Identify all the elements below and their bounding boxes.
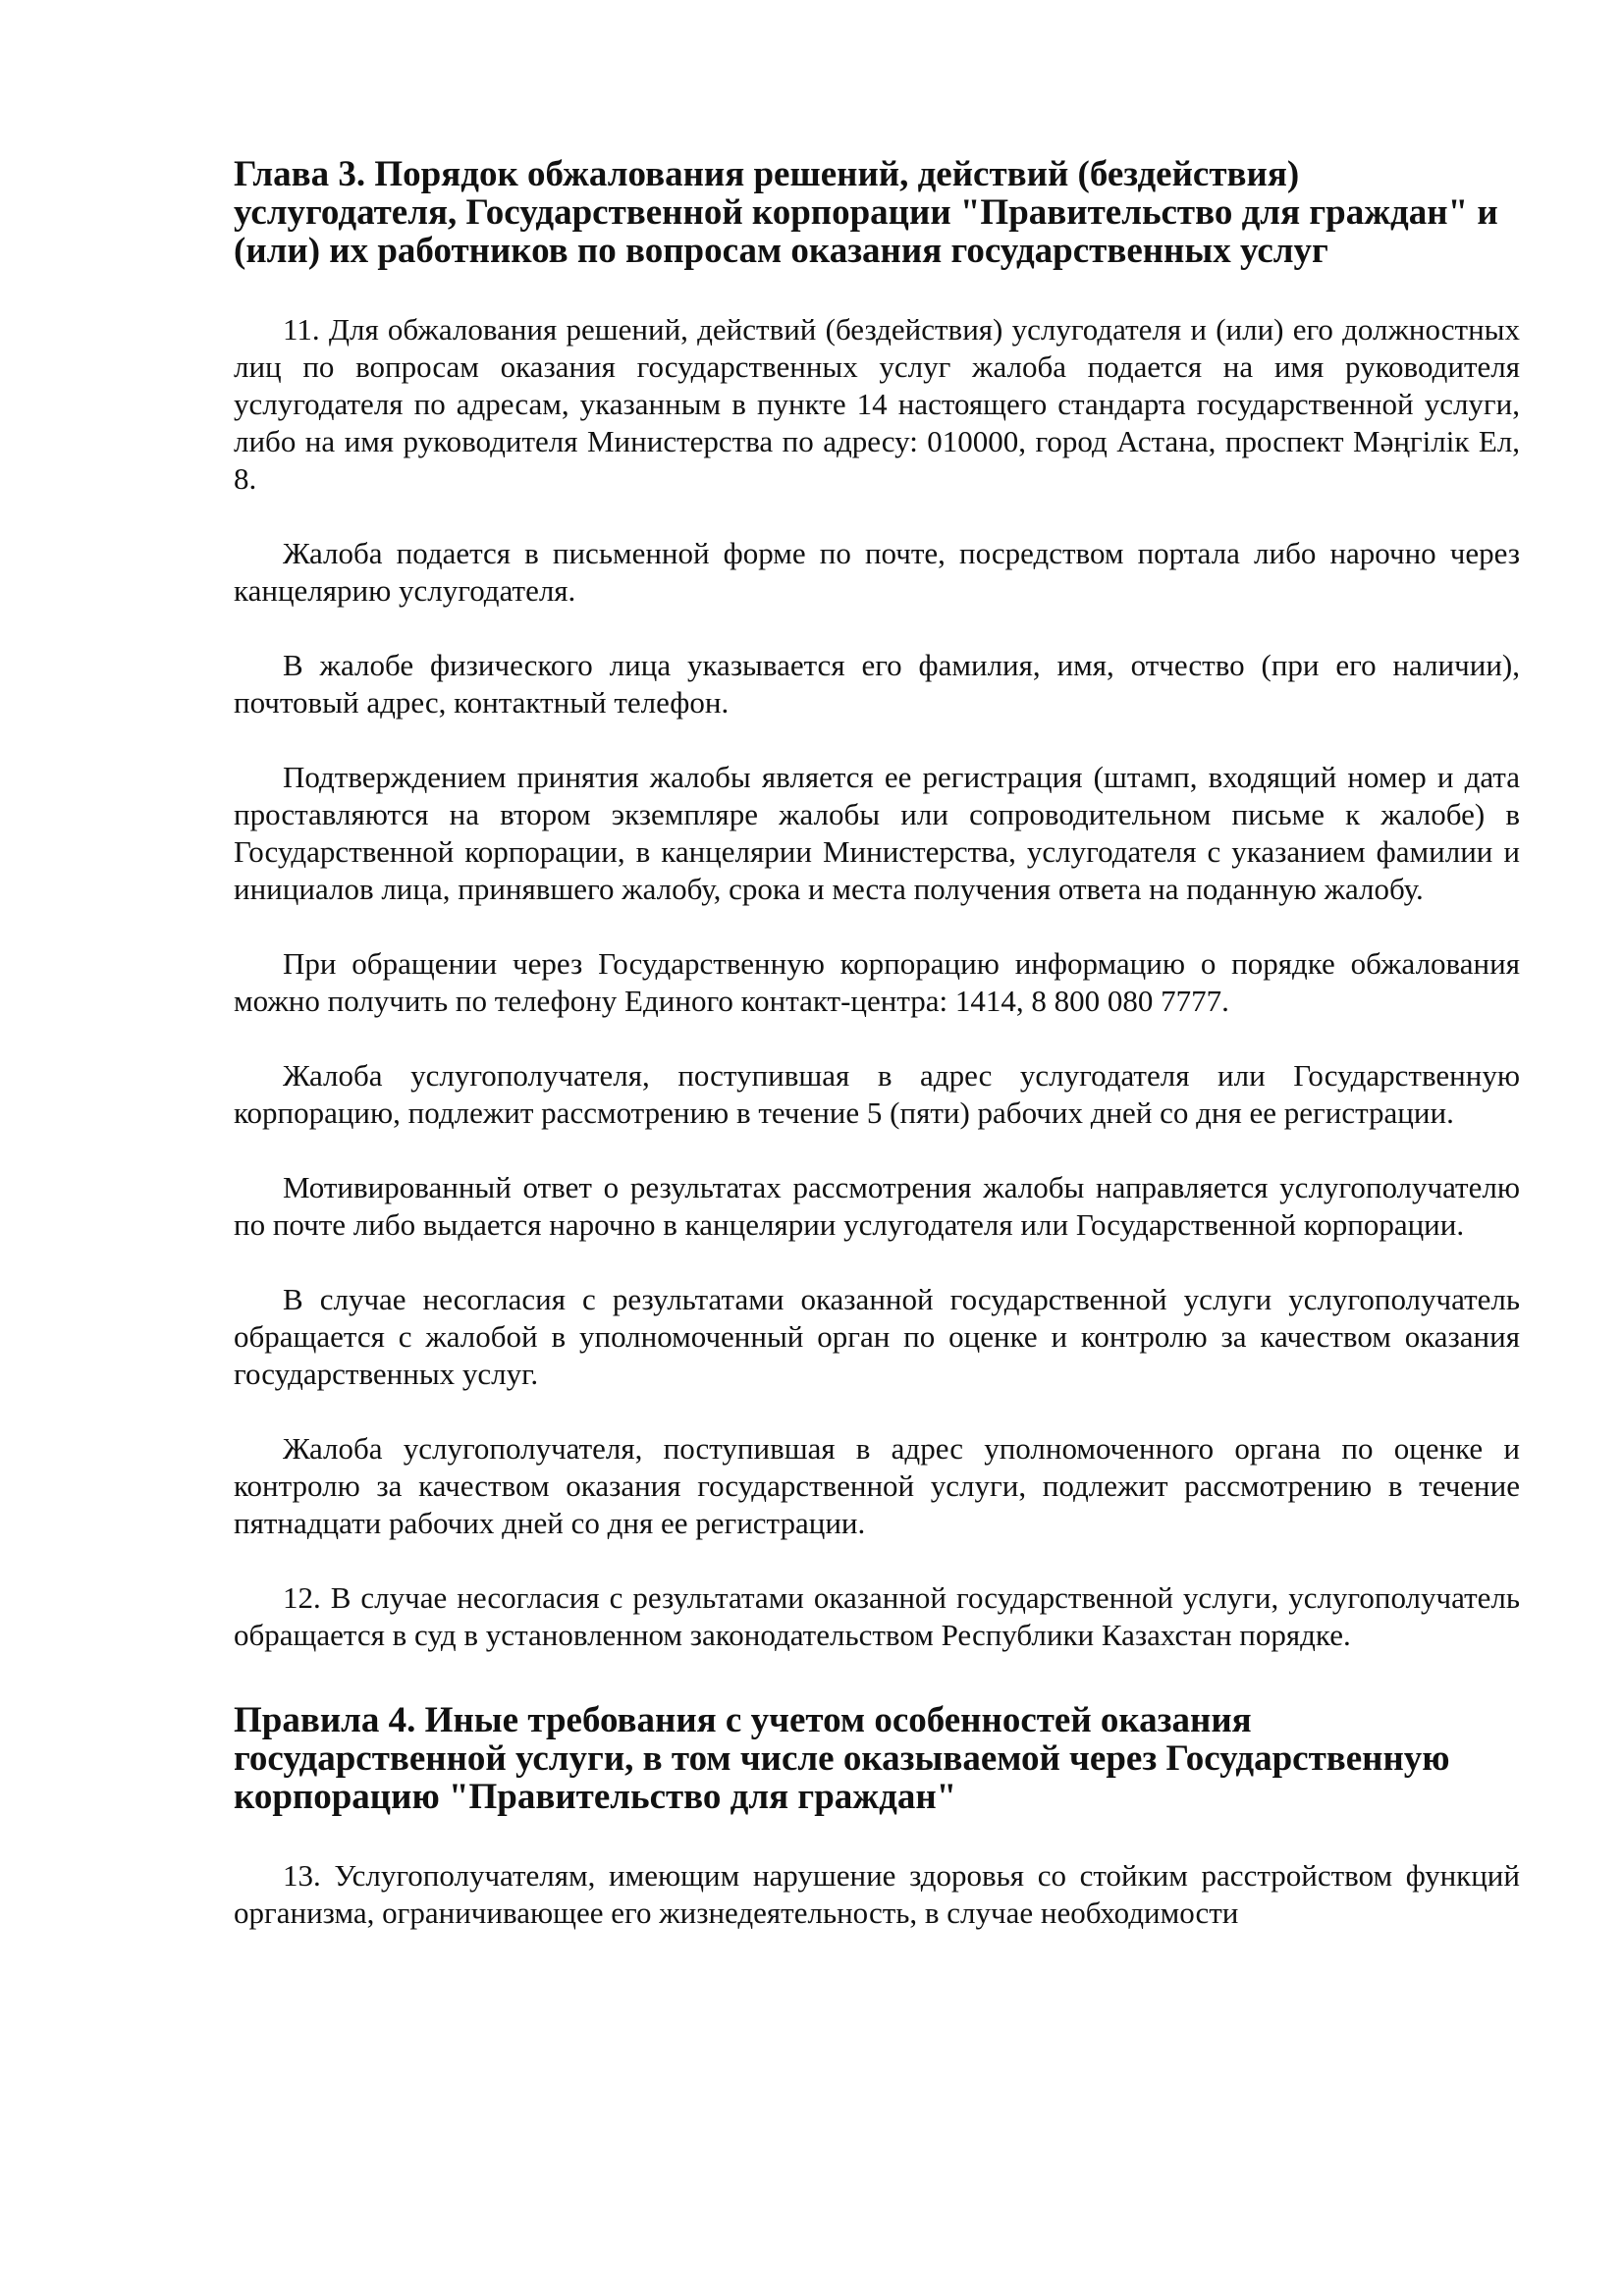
paragraph-contact-center: При обращении через Государственную корпорацию информацию о порядке обжалования можно получить по телефону Единого контакт-центра: 1414, 8 800 080 7777. — [234, 946, 1520, 1018]
paragraph-registration: Подтверждением принятия жалобы является ее регистрация (штамп, входящий номер и дата проставляются на втором экземпляре жалобы или сопроводительном письме к жалобе) в Государственной корпорации, в канцелярии Министерства, услугодателя с указанием фамилии и инициалов лица, принявшего жалобу, срока и места получения ответа на поданную жалобу. — [234, 760, 1520, 906]
paragraph-12: 12. В случае несогласия с результатами оказанной государственной услуги, услугополучатель обращается в суд в установленном законодательством Республики Казахстан порядке. — [234, 1580, 1520, 1652]
paragraph-complaint-form: Жалоба подается в письменной форме по почте, посредством портала либо нарочно через канцелярию услугодателя. — [234, 536, 1520, 608]
paragraph-complaint-contents: В жалобе физического лица указывается его фамилия, имя, отчество (при его наличии), почтовый адрес, контактный телефон. — [234, 648, 1520, 720]
paragraph-11: 11. Для обжалования решений, действий (бездействия) услугодателя и (или) его должностных лиц по вопросам оказания государственных услуг жалоба подается на имя руководителя услугодателя по адресам, указанным в пункте 14 настоящего стандарта государственной услуги, либо на имя руководителя Министерства по адресу: 010000, город Астана, проспект Мәңгілік Ел, 8. — [234, 312, 1520, 496]
paragraph-authorized-body: Жалоба услугополучателя, поступившая в адрес уполномоченного органа по оценке и контролю за качеством оказания государственной услуги, подлежит рассмотрению в течение пятнадцати рабочих дней со дня ее регистрации. — [234, 1431, 1520, 1540]
paragraph-review-term: Жалоба услугополучателя, поступившая в адрес услугодателя или Государственную корпорацию, подлежит рассмотрению в течение 5 (пяти) рабочих дней со дня ее регистрации. — [234, 1058, 1520, 1130]
document-page — [234, 155, 1520, 1932]
paragraph-motivated-answer: Мотивированный ответ о результатах рассмотрения жалобы направляется услугополучателю по почте либо выдается нарочно в канцелярии услугодателя или Государственной корпорации. — [234, 1170, 1520, 1242]
paragraph-13: 13. Услугополучателям, имеющим нарушение здоровья со стойким расстройством функций организма, ограничивающее его жизнедеятельность, в случае необходимости — [234, 1858, 1520, 1930]
paragraph-disagreement: В случае несогласия с результатами оказанной государственной услуги услугополучатель обращается с жалобой в уполномоченный орган по оценке и контролю за качеством оказания государственных услуг. — [234, 1282, 1520, 1391]
chapter-3-heading: Глава 3. Порядок обжалования решений, действий (бездействия) услугодателя, Государственной корпорации "Правительство для граждан" и (или) их работников по вопросам оказания государственных услуг — [234, 154, 1498, 271]
chapter-4-heading: Правила 4. Иные требования с учетом особенностей оказания государственной услуги, в том числе оказываемой через Государственную корпорацию "Правительство для граждан" — [234, 1700, 1450, 1817]
